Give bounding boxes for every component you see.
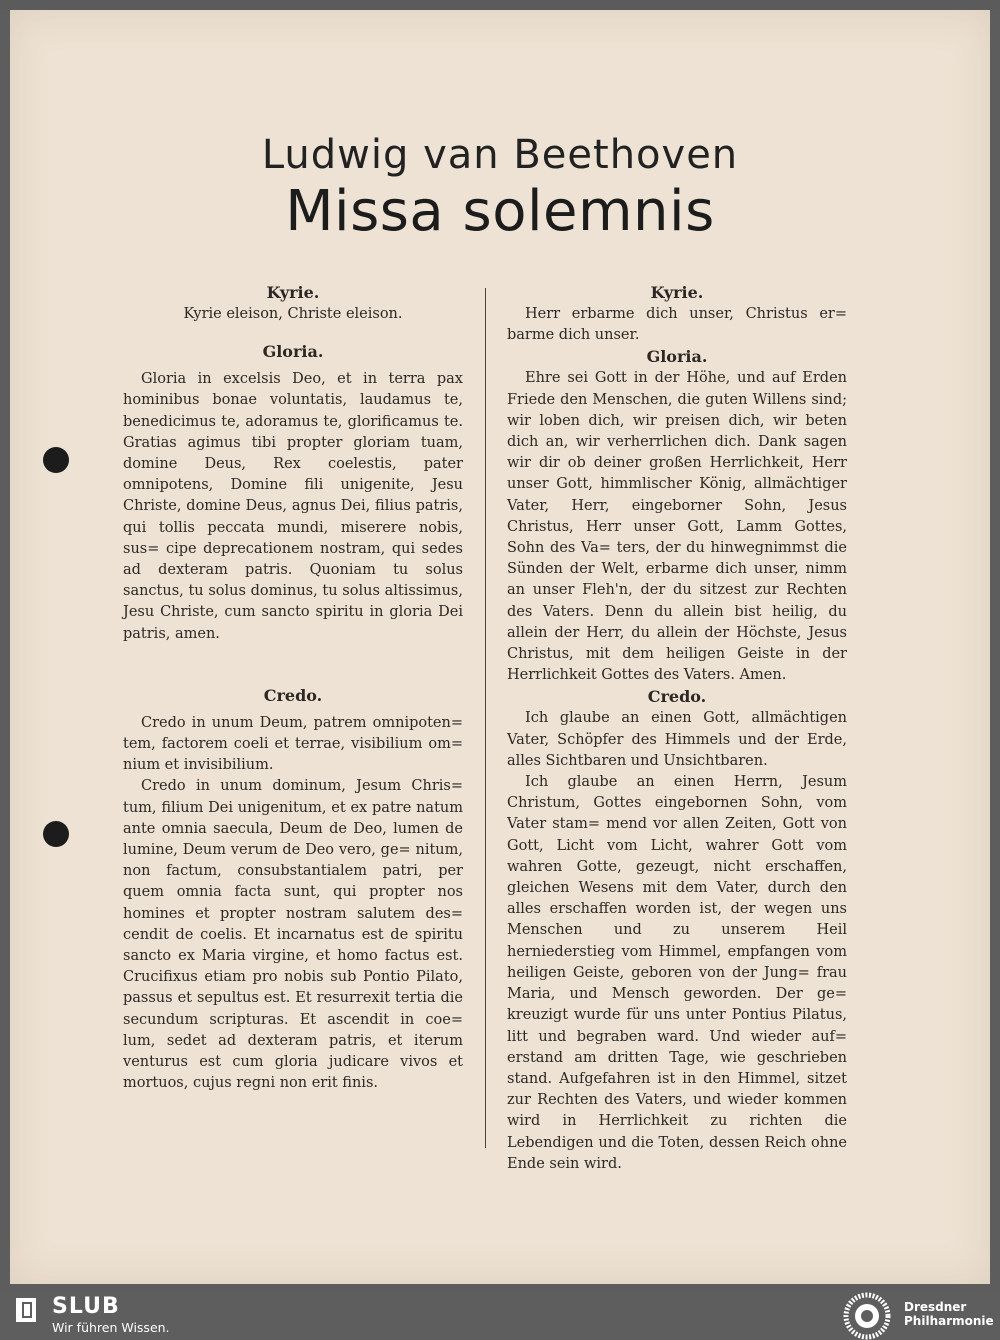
- latin-column: [123, 282, 463, 1095]
- scan-border-top: [0, 0, 1000, 10]
- german-gloria-heading: Gloria.: [646, 347, 708, 367]
- german-credo-text-1: Ich glaube an einen Gott, allmächtigen Vater, Schöpfer des Himmels und der Erde, alles Sichtbaren und Unsichtbaren.: [507, 710, 847, 769]
- latin-kyrie-text: Kyrie eleison, Christe eleison.: [183, 306, 403, 322]
- latin-kyrie-heading: Kyrie.: [266, 283, 320, 302]
- work-title: Missa solemnis: [285, 179, 715, 244]
- german-credo-heading: Credo.: [647, 687, 707, 707]
- punch-hole-top: [43, 447, 69, 473]
- partner-name-line1: Dresdner: [904, 1300, 967, 1314]
- slub-name[interactable]: SLUB: [52, 1294, 120, 1319]
- column-divider: [485, 288, 486, 1148]
- composer-name: Ludwig van Beethoven: [261, 132, 739, 178]
- german-kyrie-heading: Kyrie.: [650, 283, 704, 302]
- latin-credo-heading: Credo.: [263, 685, 323, 705]
- punch-hole-bottom: [43, 821, 69, 847]
- slub-tagline: Wir führen Wissen.: [52, 1320, 170, 1335]
- footer-bar: [0, 1290, 1000, 1340]
- latin-gloria-text: Gloria in excelsis Deo, et in terra pax hominibus bonae voluntatis, laudamus te, benedicimus te, adoramus te, glorificamus te. Gratias agimus tibi propter gloriam tuam, domine Deus, Rex coelestis, pater omnipotens, Domine fili unigenite, Jesu Christe, domine Deus, agnus Dei, filius patris, qui tollis peccata mundi, miserere nobis, sus= cipe deprecationem nostram, qui sedes ad dexteram patris. Quoniam tu solus sanctus, tu solus dominus, tu solus altissimus, Jesu Christe, cum sancto spiritu in gloria Dei patris, amen.: [123, 371, 463, 642]
- latin-credo-text-1: Credo in unum Deum, patrem omnipoten= tem, factorem coeli et terrae, visibilium om= nium et invisibilium.: [123, 714, 463, 774]
- dresdner-philharmonie-logo-icon[interactable]: [843, 1292, 891, 1340]
- partner-name: [904, 1300, 994, 1328]
- latin-gloria-heading: Gloria.: [262, 342, 324, 362]
- slub-logo-icon[interactable]: [14, 1296, 38, 1324]
- german-kyrie-text: Herr erbarme dich unser, Christus er= barme dich unser.: [507, 306, 847, 344]
- german-credo-text-2: Ich glaube an einen Herrn, Jesum Christum, Gottes eingebornen Sohn, vom Vater stam= mend vor allen Zeiten, Gott von Gott, Licht vom Licht, wahrer Gott vom wahren Gotte, gezeugt, nicht erschaffen, gleichen Wesens mit dem Vater, durch den alles erschaffen worden ist, der wegen uns Menschen und zu unserem Heil herniederstieg vom Himmel, empfangen vom heiligen Geiste, geboren von der Jung= frau Maria, und Mensch geworden. Der ge= kreuzigt wurde für uns unter Pontius Pilatus, litt und begraben ward. Und wieder auf= erstand am dritten Tage, wie geschrieben stand. Aufgefahren ist in den Himmel, sitzet zur Rechten des Vaters, und wieder kommen wird in Herrlichkeit zu richten die Lebendigen und die Toten, dessen Reich ohne Ende sein wird.: [507, 774, 847, 1172]
- partner-name-line2: Philharmonie: [904, 1314, 994, 1328]
- german-gloria-text: Ehre sei Gott in der Höhe, und auf Erden Friede den Menschen, die guten Willens sind; wir loben dich, wir preisen dich, wir beten dich an, wir verherrlichen dich. Dank sagen wir dir ob deiner großen Herrlichkeit, Herr unser Gott, himmlischer König, allmächtiger Vater, Herr, eingeborner Sohn, Jesus Christus, Herr unser Gott, Lamm Gottes, Sohn des Va= ters, der du hinwegnimmst die Sünden der Welt, erbarme dich unser, nimm an unser Fleh'n, der du sitzest zur Rechten des Vaters. Denn du allein bist heilig, du allein der Herr, du allein der Höchste, Jesus Christus, mit dem heiligen Geiste in der Herrlichkeit Gottes des Vaters. Amen.: [507, 370, 847, 684]
- german-column: [507, 282, 847, 1175]
- title-block: [10, 130, 990, 244]
- latin-credo-text-2: Credo in unum dominum, Jesum Chris= tum, filium Dei unigenitum, et ex patre natum ante omnia saecula, Deum de Deo, lumen de lumine, Deum verum de Deo vero, ge= nitum, non factum, consubstantialem patri, per quem omnia facta sunt, qui propter nos homines et propter nostram salutem des= cendit de coelis. Et incarnatus est de spiritu sancto ex Maria virgine, et homo factus est. Crucifixus etiam pro nobis sub Pontio Pilato, passus et sepultus est. Et resurrexit tertia die secundum scripturas. Et ascendit in coe= lum, sedet ad dexteram patris, et iterum venturus est cum gloria judicare vivos et mortuos, cujus regni non erit finis.: [123, 778, 463, 1092]
- document-page: [10, 10, 990, 1284]
